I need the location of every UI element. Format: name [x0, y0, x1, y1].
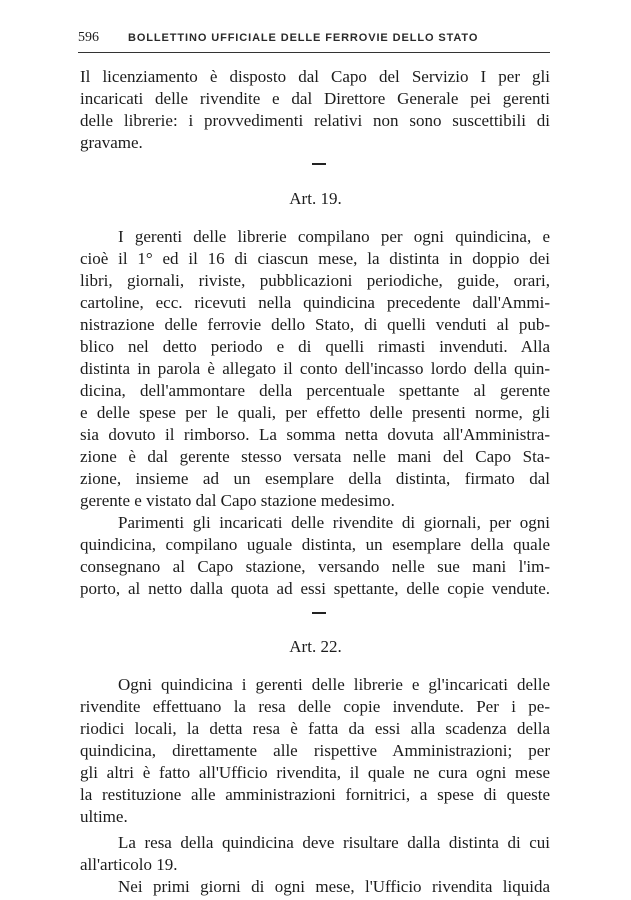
- page-number: 596: [78, 30, 99, 45]
- text-line: gerente e vistato dal Capo stazione medesimo.: [80, 491, 395, 510]
- text-line: dicina, dell'ammontare della percentuale spettante al gerente: [80, 381, 550, 400]
- text-line: rivendite effettuano la resa delle copie invendute. Per i pe-: [80, 697, 550, 716]
- section-divider: [312, 612, 326, 614]
- text-line: cartoline, ecc. ricevuti nella quindicina precedente dall'Ammi-: [80, 293, 550, 312]
- text-line: la restituzione alle amministrazioni fornitrici, a spese di queste: [80, 785, 550, 804]
- text-line: La resa della quindicina deve risultare dalla distinta di cui: [118, 833, 550, 852]
- text-line: gli altri è fatto all'Ufficio rivendita, il quale ne cura ogni mese: [80, 763, 550, 782]
- text-line: quindicina, compilano uguale distinta, un esemplare della quale: [80, 535, 550, 554]
- text-line: Parimenti gli incaricati delle rivendite di giornali, per ogni: [118, 513, 550, 532]
- text-line: nistrazione delle ferrovie dello Stato, di quelli venduti al pub-: [80, 315, 550, 334]
- text-line: zione è dal gerente stesso versata nelle mani del Capo Sta-: [80, 447, 550, 466]
- text-line: Nei primi giorni di ogni mese, l'Ufficio rivendita liquida: [118, 877, 550, 896]
- text-line: zione, insieme ad un esemplare della distinta, firmato dal: [80, 469, 550, 488]
- running-title: BOLLETTINO UFFICIALE DELLE FERROVIE DELLO STATO: [128, 32, 479, 44]
- text-line: Ogni quindicina i gerenti delle librerie e gl'incaricati delle: [118, 675, 550, 694]
- text-line: distinta in parola è allegato il conto dell'incasso lordo della quin-: [80, 359, 550, 378]
- text-line: blico nel detto periodo e di quelli rimasti invenduti. Alla: [80, 337, 550, 356]
- text-line: sia dovuto il rimborso. La somma netta dovuta all'Amministra-: [80, 425, 550, 444]
- text-line: porto, al netto dalla quota ad essi spettante, delle copie vendute.: [80, 579, 550, 598]
- text-line: cioè il 1° ed il 16 di ciascun mese, la distinta in doppio dei: [80, 249, 550, 268]
- article-heading: Art. 19.: [289, 189, 342, 208]
- text-line: incaricati delle rivendite e dal Direttore Generale pei gerenti: [80, 89, 550, 108]
- section-divider: [312, 163, 326, 165]
- text-line: e delle spese per le quali, per effetto delle presenti norme, gli: [80, 403, 550, 422]
- page-header: [78, 30, 550, 53]
- article-heading: Art. 22.: [289, 637, 342, 656]
- text-line: ultime.: [80, 807, 128, 826]
- text-line: libri, giornali, riviste, pubblicazioni periodiche, guide, orari,: [80, 271, 550, 290]
- text-line: delle librerie: i provvedimenti relativi non sono suscettibili di: [80, 111, 550, 130]
- text-line: quindicina, direttamente alle rispettive Amministrazioni; per: [80, 741, 550, 760]
- text-line: all'articolo 19.: [80, 855, 178, 874]
- text-line: gravame.: [80, 133, 143, 152]
- text-line: riodici locali, la detta resa è fatta da essi alla scadenza della: [80, 719, 550, 738]
- text-line: I gerenti delle librerie compilano per ogni quindicina, e: [118, 227, 550, 246]
- text-line: Il licenziamento è disposto dal Capo del Servizio I per gli: [80, 67, 550, 86]
- text-line: consegnano al Capo stazione, versando nelle sue mani l'im-: [80, 557, 550, 576]
